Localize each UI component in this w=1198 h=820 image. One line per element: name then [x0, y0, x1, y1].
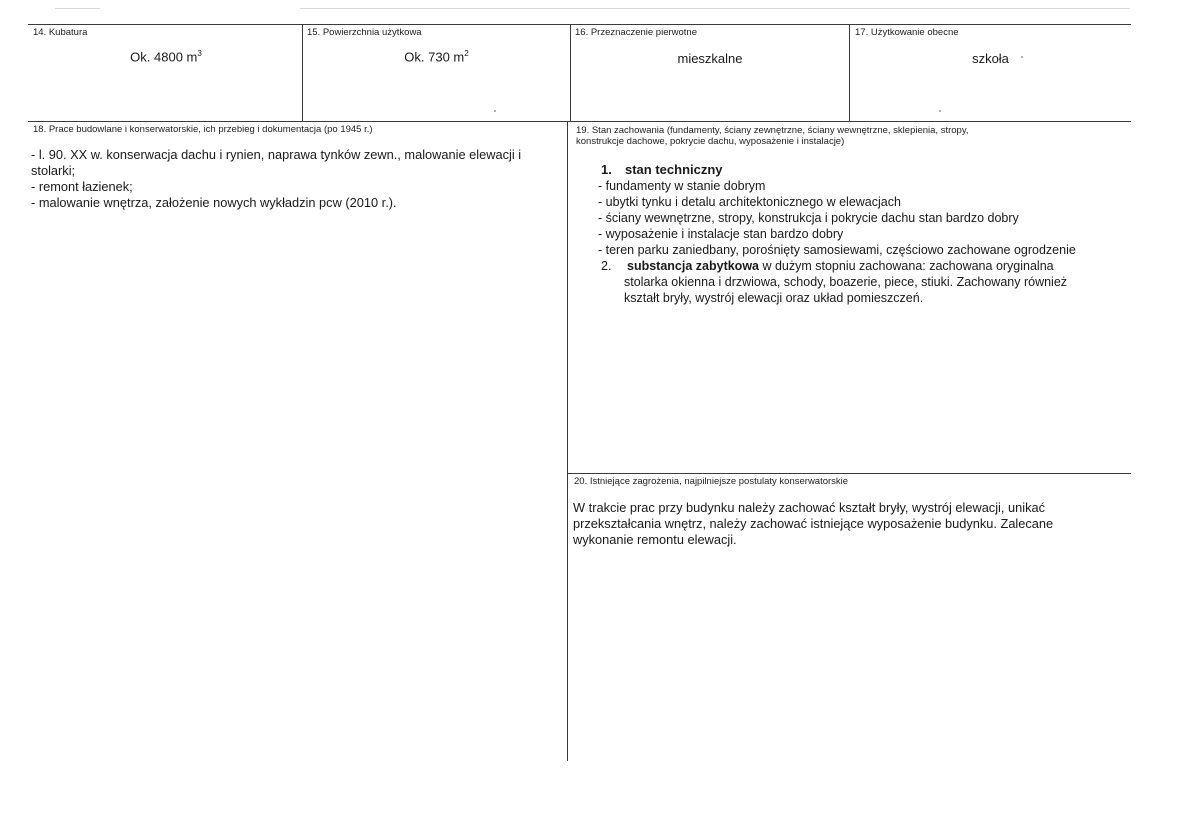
uzytkowanie-label: 17. Użytkowanie obecne: [855, 27, 959, 38]
divider-16-17: [849, 24, 850, 122]
substancja-line: stolarka okienna i drzwiowa, schody, boazerie, piece, stiuki. Zachowany również: [624, 275, 1068, 289]
przeznaczenie-value: mieszkalne: [677, 51, 743, 66]
kubatura-unit-sup: 3: [197, 49, 202, 58]
stan-line: - ubytki tynku i detalu architektonicznego w elewacjach: [598, 195, 901, 209]
zagrozenia-line: W trakcie prac przy budynku należy zachować kształt bryły, wystrój elewacji, unikać: [573, 500, 1045, 515]
scan-artifact-line: [300, 8, 1130, 9]
divider-15-16: [570, 24, 571, 122]
stan-techniczny-section: [598, 162, 1076, 306]
prace-line: - remont łazienek;: [31, 179, 133, 194]
kubatura-value: [30, 49, 302, 64]
stan-line: - teren parku zaniedbany, porośnięty samosiewami, częściowo zachowane ogrodzenie: [598, 243, 1076, 257]
item1-number: 1.: [601, 162, 612, 177]
prace-line: stolarki;: [31, 163, 76, 178]
divider-18-19: [567, 121, 568, 761]
stan-line: - ściany wewnętrzne, stropy, konstrukcja i pokrycie dachu stan bardzo dobry: [598, 211, 1019, 225]
powierzchnia-unit-sup: 2: [464, 49, 469, 58]
zagrozenia-text: [573, 500, 1053, 548]
stan-zachowania-label-line1: 19. Stan zachowania (fundamenty, ściany zewnętrzne, ściany wewnętrzne, sklepienia, stropy,: [576, 125, 969, 136]
przeznaczenie-label: 16. Przeznaczenie pierwotne: [575, 27, 697, 38]
kubatura-value-text: Ok. 4800 m: [130, 49, 198, 65]
prace-line: - malowanie wnętrza, założenie nowych wykładzin pcw (2010 r.).: [31, 195, 397, 210]
cell19-bottom-border: [567, 473, 1131, 474]
stan-zachowania-label-line2: konstrukcje dachowe, pokrycie dachu, wyposażenie i instalacje): [576, 136, 845, 147]
powierzchnia-label: 15. Powierzchnia użytkowa: [307, 27, 422, 38]
substancja-line: kształt bryły, wystrój elewacji oraz układ pomieszczeń.: [624, 291, 924, 305]
row1-bottom-border: [28, 121, 1131, 122]
item2-number: 2.: [601, 259, 612, 273]
table-top-border: [28, 24, 1131, 25]
item1-heading: stan techniczny: [625, 162, 723, 177]
scan-speck: [494, 110, 496, 112]
stan-line: - wyposażenie i instalacje stan bardzo dobry: [598, 227, 844, 241]
zagrozenia-line: wykonanie remontu elewacji.: [573, 532, 737, 547]
kubatura-label: 14. Kubatura: [33, 27, 88, 38]
zagrozenia-label: 20. Istniejące zagrożenia, najpilniejsze postulaty konserwatorskie: [574, 476, 849, 487]
divider-14-15: [302, 24, 303, 122]
powierzchnia-value-text: Ok. 730 m: [404, 49, 465, 65]
powierzchnia-value: [303, 49, 570, 64]
uzytkowanie-value: szkoła: [972, 51, 1009, 66]
scan-speck: [939, 110, 941, 112]
stan-techniczny-heading: [598, 162, 1076, 178]
scan-speck: [1021, 56, 1023, 58]
scan-artifact-line: [55, 8, 100, 9]
prace-budowlane-text: [31, 147, 521, 211]
stan-line: - fundamenty w stanie dobrym: [598, 179, 766, 193]
substancja-first-line: [598, 258, 1076, 274]
prace-line: - l. 90. XX w. konserwacja dachu i rynien, naprawa tynków zewn., malowanie elewacji i: [31, 147, 522, 162]
prace-budowlane-label: 18. Prace budowlane i konserwatorskie, ich przebieg i dokumentacja (po 1945 r.): [33, 124, 373, 135]
zagrozenia-line: przekształcania wnętrz, należy zachować istniejące wyposażenie budynku. Zalecane: [573, 516, 1054, 531]
item2-heading: substancja zabytkowa: [627, 259, 759, 273]
stan-zachowania-label: [576, 125, 969, 147]
item2-first-rest: w dużym stopniu zachowana: zachowana oryginalna: [759, 259, 1054, 273]
